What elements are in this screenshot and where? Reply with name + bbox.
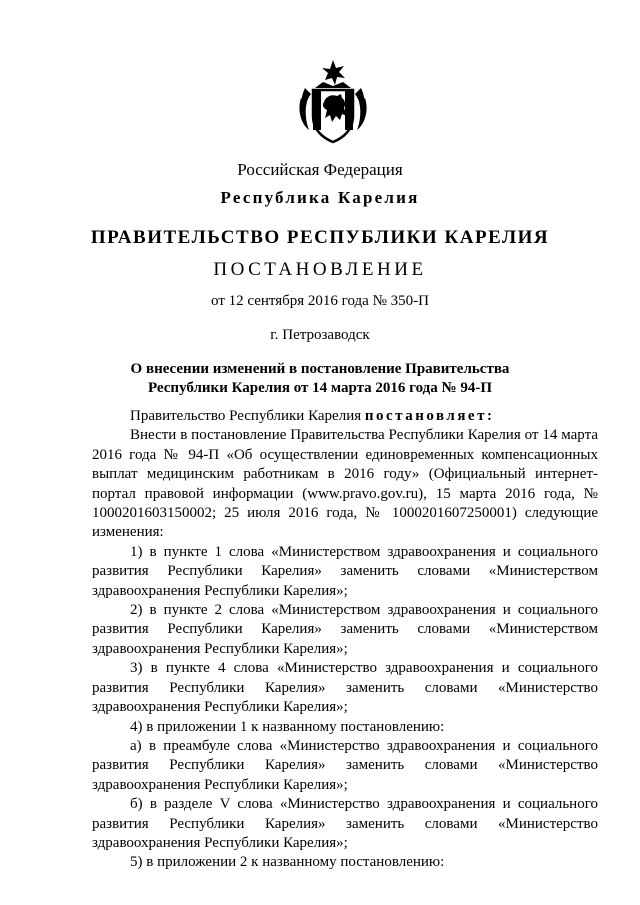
- subject-line: О внесении изменений в постановление Правительства: [130, 361, 510, 377]
- intro-paragraph: [92, 407, 598, 426]
- body-paragraph: Внести в постановление Правительства Республики Карелия от 14 марта 2016 года № 94-П «Об осуществлении единовременных компенсационных выплат медицинским работникам в 2016 году» (Официальный интернет-портал правовой информации (www.pravo.gov.ru), 15 марта 2016 года, № 1000201603150002; 25 июля 2016 года, № 1000201607250001) следующие изменения:: [92, 427, 598, 541]
- body-paragraph: 3) в пункте 4 слова «Министерство здравоохранения и социального развития Республики Карелия» заменить словами «Министерство здравоохранения Республики Карелия»;: [92, 660, 598, 716]
- intro-text: Правительство Республики Карелия: [130, 408, 365, 424]
- subject-line: Республики Карелия от 14 марта 2016 года № 94-П: [147, 380, 493, 396]
- government-title: ПРАВИТЕЛЬСТВО РЕСПУБЛИКИ КАРЕЛИЯ: [90, 227, 550, 248]
- decree-subject: [0, 360, 640, 398]
- republic-title: Республика Карелия: [220, 188, 420, 207]
- decree-date: от 12 сентября 2016 года № 350-П: [211, 293, 429, 309]
- body-paragraph: 1) в пункте 1 слова «Министерством здравоохранения и социального развития Республики Карелия» заменить словами «Министерством здравоохранения Республики Карелия»;: [92, 543, 598, 599]
- body-paragraph: 4) в приложении 1 к названному постановлению:: [130, 718, 445, 735]
- intro-resolves: постановляет:: [364, 408, 495, 424]
- body-paragraph: а) в преамбуле слова «Министерство здравоохранения и социального развития Республики Карелия» заменить словами «Министерство здравоохранения Республики Карелия»;: [92, 737, 598, 793]
- decree-title: ПОСТАНОВЛЕНИЕ: [213, 259, 427, 280]
- body-paragraph: б) в разделе V слова «Министерство здравоохранения и социального развития Республики Карелия» заменить словами «Министерство здравоохранения Республики Карелия»;: [92, 796, 598, 851]
- body-paragraph: 5) в приложении 2 к названному постановлению:: [130, 854, 445, 871]
- decree-city: г. Петрозаводск: [270, 327, 370, 343]
- karelia-coat-of-arms-icon: [297, 58, 369, 146]
- decree-body: [92, 407, 598, 873]
- federation-title: Российская Федерация: [237, 160, 403, 179]
- body-paragraph: 2) в пункте 2 слова «Министерством здравоохранения и социального развития Республики Карелия» заменить словами «Министерством здравоохранения Республики Карелия»;: [92, 602, 598, 657]
